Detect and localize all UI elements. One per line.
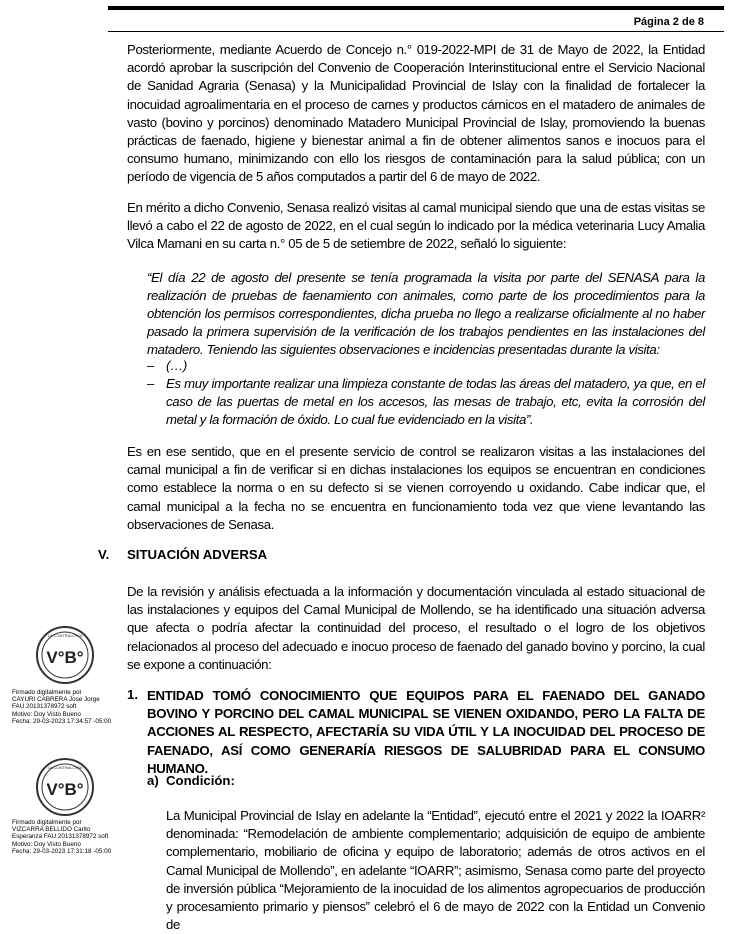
signature-line: VIZCARRA BELLIDO Carito	[12, 826, 91, 834]
signature-block	[12, 689, 132, 725]
seal-logo-text: LA CONTRALORÍA	[47, 765, 83, 770]
section-number: V.	[98, 547, 110, 562]
header-bar	[108, 6, 724, 10]
signature-line: Motivo: Doy Visto Bueno	[12, 710, 81, 718]
seal-icon	[35, 625, 95, 685]
finding-number: 1.	[127, 687, 138, 702]
seal-logo-text: LA CONTRALORÍA	[47, 633, 83, 638]
signature-line: CAYURI CABRERA Jose Jorge	[12, 696, 100, 704]
subsection-number: a)	[147, 773, 159, 788]
quote-senasa: “El día 22 de agosto del presente se tenía programada la visita por parte del SENASA para la realización de pruebas de faenamiento con animales, como parte de los procedimientos para la obtención los permisos correspondientes, dicha prueba no llego a realizarse oficialmente al no haber pasado la primera supervisión de la verificación de los trabajos pendientes en las instalaciones del matadero. Teniendo las siguientes observaciones e incidencias presentadas durante la visita:	[147, 270, 705, 357]
section-title: SITUACIÓN ADVERSA	[127, 547, 268, 562]
finding-title: ENTIDAD TOMÓ CONOCIMIENTO QUE EQUIPOS PARA EL FAENADO DEL GANADO BOVINO Y PORCINO DEL CAMAL MUNICIPAL SE VIENEN OXIDANDO, PERO LA FALTA DE ACCIONES AL RESPECTO, AFECTARÍA SU VIDA ÚTIL Y LA INOCUIDAD DEL PROCESO DE FAENADO, ASÍ COMO GENERARÍA RIESGOS DE SALUBRIDAD PARA EL CONSUMO HUMANO.	[147, 688, 705, 776]
quote-list-item	[147, 357, 705, 375]
quote-list-item	[147, 375, 705, 429]
paragraph-condicion: La Municipal Provincial de Islay en adelante la “Entidad”, ejecutó entre el 2021 y 2022 la IOARR² denominada: “Remodelación de ambiente complementario; adquisición de equipo de ambiente complementario, mobiliario de oficina y equipo de laboratorio; además de otros activos en el Camal Municipal de Mollendo”, en adelante “IOARR”; asimismo, Senasa como parte del proyecto de inversión pública “Mejoramiento de la inocuidad de los alimentos agropecuarios de producción y procesamiento primario y piensos” celebró el 6 de mayo de 2022 con la Entidad un Convenio de	[166, 808, 705, 933]
subsection-title: Condición:	[166, 773, 235, 788]
signature-block	[12, 819, 132, 855]
signature-line: Firmado digitalmente por	[12, 819, 82, 826]
header-rule	[108, 31, 724, 32]
signature-line: Fecha: 29-03-2023 17:34:57 -05:00	[12, 717, 112, 725]
paragraph-control: Es en ese sentido, que en el presente servicio de control se realizaron visitas a las instalaciones del camal municipal a fin de verificar si en dichas instalaciones los equipos se encuentran en condiciones como establece la norma o en su defecto si se vienen corroyendo u oxidando. Cabe indicar que, el camal municipal a la fecha no se encuentra en funcionamiento toda vez que viene levantando las observaciones de Senasa.	[127, 444, 705, 532]
list-item-text: Es muy importante realizar una limpieza constante de todas las áreas del matadero, ya que, en el caso de las puertas de metal en los accesos, las mesas de trabajo, etc, evita la corrosión del metal y la formación de óxido. Lo cual fue evidenciado en la visita”.	[166, 376, 705, 427]
paragraph-acuerdo: Posteriormente, mediante Acuerdo de Concejo n.° 019-2022-MPI de 31 de Mayo de 2022, la Entidad acordó aprobar la suscripción del Convenio de Cooperación Interinstitucional entre el Servicio Nacional de Sanidad Agraria (Senasa) y la Municipalidad Provincial de Islay con la finalidad de fortalecer la inocuidad agroalimentaria en el proceso de carnes y productos cárnicos en el matadero de animales de vasto (bovino y porcinos) denominado Matadero Municipal Provincial de Islay, promoviendo la buenas prácticas de faenado, higiene y bienestar animal a fin de obtener alimentos sanos e inocuos para el consumo humano, minimizando con ello los riesgos de contaminación para la salud pública; con un período de vigencia de 5 años computados a partir del 6 de mayo de 2022.	[127, 42, 705, 185]
seal-text: V°B°	[46, 648, 84, 667]
signature-line: Esperanza FAU 20131378972 soft	[12, 833, 109, 841]
signature-line: Fecha: 29-03-2023 17:31:18 -05:00	[12, 847, 112, 855]
list-item-text: (…)	[166, 358, 187, 373]
paragraph-convenio: En mérito a dicho Convenio, Senasa realizó visitas al camal municipal siendo que una de estas visitas se llevó a cabo el 22 de agosto de 2022, en el cual según lo indicado por la médica veterinaria Lucy Amalia Vilca Mamani en su carta n.° 05 de 5 de setiembre de 2022, señaló lo siguiente:	[127, 200, 705, 252]
signature-line: Firmado digitalmente por	[12, 689, 82, 696]
seal-icon	[35, 757, 95, 817]
dash-bullet: –	[147, 358, 154, 373]
signature-line: FAU 20131378972 soft	[12, 703, 77, 711]
dash-bullet: –	[147, 376, 154, 391]
signature-line: Motivo: Doy Visto Bueno	[12, 840, 81, 848]
paragraph-revision: De la revisión y análisis efectuada a la información y documentación vinculada al estado situacional de las instalaciones y equipos del Camal Municipal de Mollendo, se ha identificado una situación adversa que afecta o podría afectar la continuidad del proceso, el resultado o el logro de los objetivos relacionados al proceso del adecuado e inocuo proceso de faenado del ganado bovino y porcino, la cual se expone a continuación:	[127, 584, 705, 672]
seal-text: V°B°	[46, 780, 84, 799]
page-number: Página 2 de 8	[633, 16, 704, 28]
